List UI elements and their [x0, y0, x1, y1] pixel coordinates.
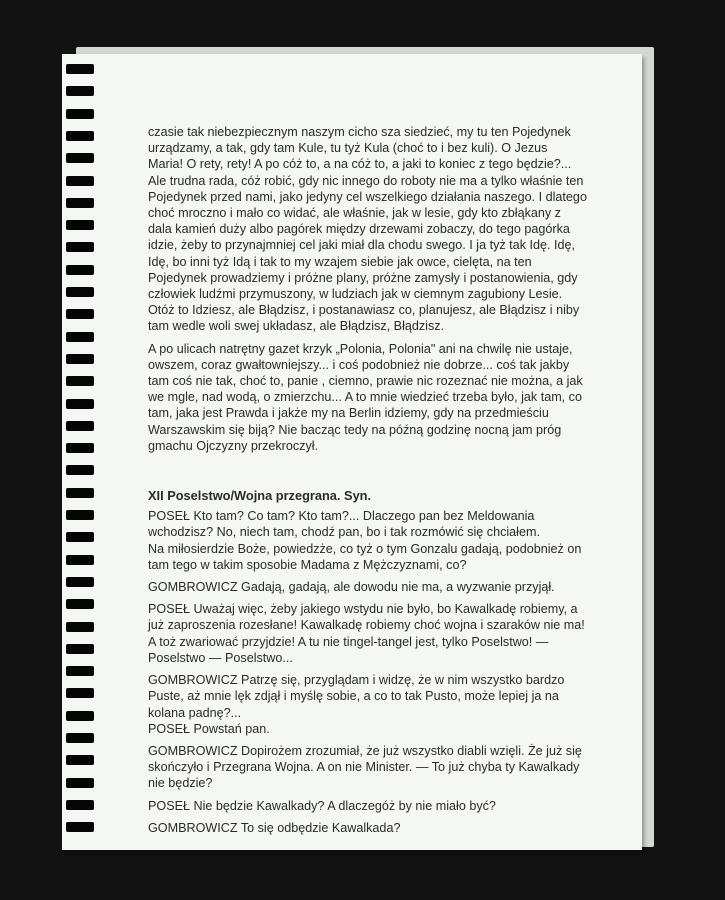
binding-ring [66, 242, 94, 252]
binding-ring [66, 332, 94, 342]
binding-ring [66, 532, 94, 542]
binding-ring [66, 577, 94, 587]
text-line: we mgle, nad wodą, o zmierzchu... A to mnie wiedzieć trzeba było, jak tam, co [148, 390, 582, 405]
text-line: POSEŁ Powstań pan. [148, 721, 270, 736]
prose-section [148, 124, 598, 454]
text-line: GOMBROWICZ Patrzę się, przyglądam i widzę, że w nim wszystko bardzo [148, 673, 565, 688]
binding-ring [66, 510, 94, 520]
binding-ring [66, 755, 94, 765]
dialogue-block [148, 743, 598, 792]
paragraph [148, 341, 598, 454]
binding-ring [66, 109, 94, 119]
binding-ring [66, 822, 94, 832]
text-line: idzie, żeby to przynajmniej cel jaki miał dla chodu swego. I ja tyż tak Idę. Idę, [148, 238, 575, 253]
binding-ring [66, 376, 94, 386]
binding-ring [66, 733, 94, 743]
dialogue-block [148, 601, 598, 666]
text-line: tam, jaka jest Prawda i jakże my na Berlin idziemy, gdy na przedmieściu [148, 406, 549, 421]
text-line: POSEŁ Kto tam? Co tam? Kto tam?... Dlaczego pan bez Meldowania [148, 509, 535, 524]
text-line: urządzamy, a tak, gdy tam Kule, tu tyż Kula (choć to i bez kuli). O Jezus [148, 141, 548, 156]
binding-ring [66, 666, 94, 676]
text-line: tam tego w takim sposobie Madama z Mężczyznami, co? [148, 557, 467, 572]
binding-ring [66, 800, 94, 810]
text-line: tam wedle woli swej układasz, ale Błądzisz, Błądzisz. [148, 319, 445, 334]
text-line: A po ulicach natrętny gazet krzyk „Polonia, Polonia" ani na chwilę nie ustaje, [148, 341, 573, 356]
binding-ring [66, 421, 94, 431]
binding-ring [66, 220, 94, 230]
binding-ring [66, 443, 94, 453]
text-line: Puste, aż mnie lęk zdjął i myślę sobie, a co to tak Pusto, może lepiej ja na [148, 689, 559, 704]
text-line: skończyło i Przegrana Wojna. A on nie Minister. — To już chyba ty Kawalkady [148, 760, 580, 775]
binding-ring [66, 86, 94, 96]
text-line: tam coś nie tak, choć to, panie , ciemno, prawie nic rozeznać nie można, a jak [148, 374, 583, 389]
text-line: Ale trudna rada, cóż robić, gdy nic innego do roboty nie ma a tylko właśnie ten [148, 173, 584, 188]
text-line: POSEŁ Nie będzie Kawalkady? A dlaczegóż by nie miało być? [148, 798, 496, 813]
binding-ring [66, 488, 94, 498]
binding-ring [66, 688, 94, 698]
spiral-binding [66, 52, 94, 852]
text-line: już zaproszenia rozesłane! Kawalkadę robiemy choć wojna i szaraków nie ma! [148, 618, 585, 633]
dialogue-block [148, 820, 598, 836]
text-line: gmachu Ojczyzny przekroczył. [148, 438, 319, 453]
binding-ring [66, 711, 94, 721]
binding-ring [66, 198, 94, 208]
dialogue-block [148, 508, 598, 573]
dialogue-block [148, 672, 598, 737]
text-line: Idę, bo inni tyż Idą i tak to my wzajem siebie jak owce, cielęta, na ten [148, 254, 532, 269]
text-line: dala kamień duży albo pagórek między drzewami zobaczy, do tego pagórka [148, 222, 570, 237]
binding-ring [66, 287, 94, 297]
binding-ring [66, 309, 94, 319]
dialogue-block [148, 579, 598, 595]
dialogue-block [148, 798, 598, 814]
binding-ring [66, 153, 94, 163]
binding-ring [66, 399, 94, 409]
text-line: Poselstwo — Poselstwo... [148, 650, 293, 665]
text-line: wchodzisz? No, niech tam, chodź pan, bo i tak rozmówić się chciałem. [148, 525, 540, 540]
document-text [148, 124, 598, 842]
text-line: Pojedynek przed nami, jako jedyny cel wszelkiego działania naszego. I dlatego [148, 189, 587, 204]
text-line: człowiek ludźmi przymuszony, w ludziach jak w ciemnym zagubiony Lesie. [148, 287, 563, 302]
text-line: Otóż to Idziesz, ale Błądzisz, i postanawiasz co, planujesz, ale Błądzisz i niby [148, 303, 580, 318]
binding-ring [66, 644, 94, 654]
binding-ring [66, 265, 94, 275]
binding-ring [66, 599, 94, 609]
binding-ring [66, 64, 94, 74]
text-line: POSEŁ Uważaj więc, żeby jakiego wstydu nie było, bo Kawalkadę robiemy, a [148, 602, 578, 617]
text-line: Warszawskim się biją? Nie bacząc tedy na późną godzinę nocną jam próg [148, 422, 562, 437]
binding-ring [66, 555, 94, 565]
text-line: kolana padnę?... [148, 705, 242, 720]
binding-ring [66, 778, 94, 788]
text-line: Na miłosierdzie Boże, powiedzże, co tyż o tym Gonzalu gadają, podobnież on [148, 541, 582, 556]
dialogue-section [148, 508, 598, 836]
binding-ring [66, 465, 94, 475]
text-line: GOMBROWICZ Dopirożem zrozumiał, że już wszystko diabli wzięli. Że już się [148, 743, 582, 758]
binding-ring [66, 176, 94, 186]
binding-ring [66, 622, 94, 632]
section-heading: XII Poselstwo/Wojna przegrana. Syn. [148, 488, 372, 504]
binding-ring [66, 131, 94, 141]
text-line: czasie tak niebezpiecznym naszym cicho sza siedzieć, my tu ten Pojedynek [148, 125, 571, 139]
paragraph [148, 124, 598, 335]
text-line: GOMBROWICZ To się odbędzie Kawalkada? [148, 820, 401, 835]
text-line: Maria! O rety, rety! A po cóż to, a na cóż to, a jaki to koniec z tego będzie?... [148, 157, 572, 172]
text-line: choć mroczno i mało co widać, ale właśnie, jak w lesie, gdy kto zbłąkany z [148, 206, 561, 221]
binding-ring [66, 354, 94, 364]
text-line: owszem, coraz gwałtowniejszy... i coś podobnież nie dobrze... coś tak jakby [148, 357, 570, 372]
text-line: nie będzie? [148, 776, 213, 791]
text-line: Pojedynek prowadziemy i próżne plany, próżne zamysły i postanowienia, gdy [148, 270, 578, 285]
text-line: A toż zwariować przyjdzie! A tu nie tingel-tangel jest, tylko Poselstwo! — [148, 634, 549, 649]
text-line: GOMBROWICZ Gadają, gadają, ale dowodu nie ma, a wyzwanie przyjął. [148, 580, 555, 595]
